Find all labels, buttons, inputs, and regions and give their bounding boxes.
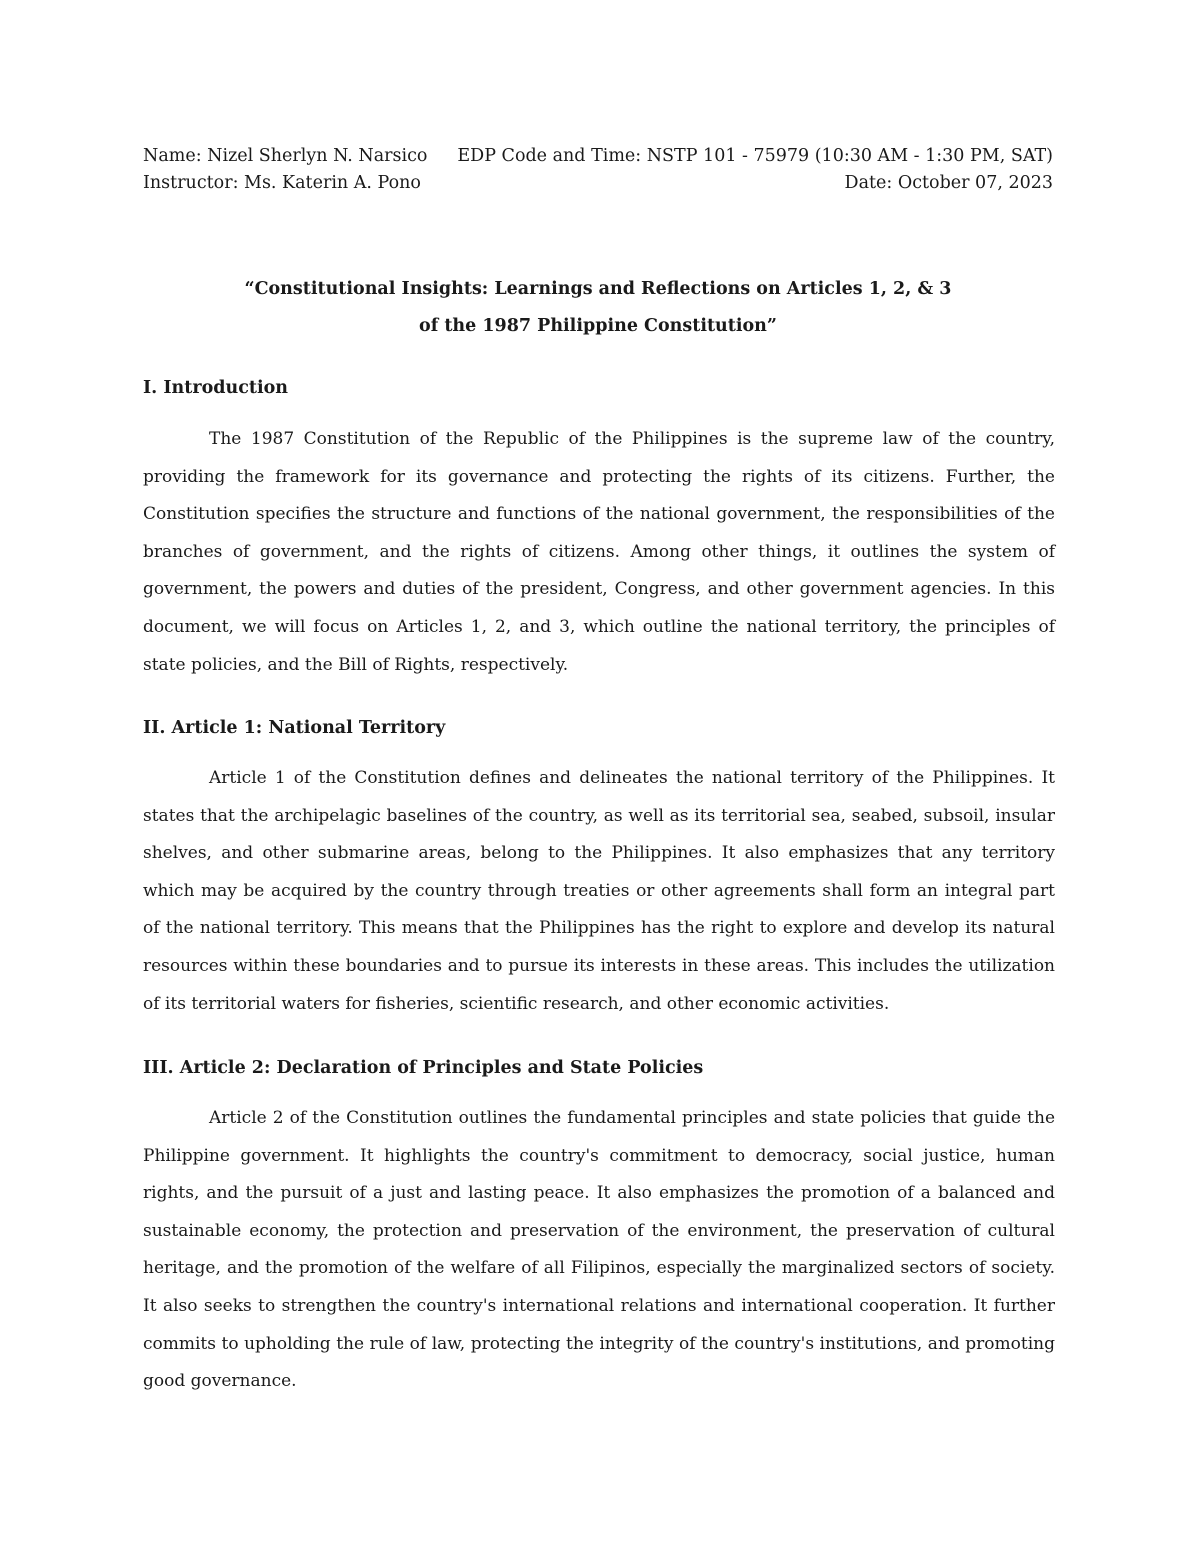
document-date: Date: October 07, 2023 [844, 173, 1053, 193]
edp-code-time: EDP Code and Time: NSTP 101 - 75979 (10:30 AM - 1:30 PM, SAT) [457, 146, 1053, 166]
title-line-1: “Constitutional Insights: Learnings and Reflections on Articles 1, 2, & 3 [244, 279, 952, 299]
section-body-article-1: Article 1 of the Constitution defines and delineates the national territory of the Philippines. It states that the archipelagic baselines of the country, as well as its territorial sea, seabed, subsoil, insular shelves, and other submarine areas, belong to the Philippines. It also emphasizes that any territory which may be acquired by the country through treaties or other agreements shall form an integral part of the national territory. This means that the Philippines has the right to explore and develop its natural resources within these boundaries and to pursue its interests in these areas. This includes the utilization of its territorial waters for fisheries, scientific research, and other economic activities. [143, 768, 1055, 1014]
student-name: Name: Nizel Sherlyn N. Narsico [143, 146, 428, 166]
instructor-name: Instructor: Ms. Katerin A. Pono [143, 173, 421, 193]
document-title [143, 271, 1053, 345]
header-row-2 [143, 170, 1053, 197]
title-line-2: of the 1987 Philippine Constitution” [419, 316, 777, 336]
header-row-1 [143, 143, 1053, 170]
section-heading-article-1: II. Article 1: National Territory [143, 718, 446, 738]
section-body-article-2: Article 2 of the Constitution outlines the fundamental principles and state policies that guide the Philippine government. It highlights the country's commitment to democracy, social justice, human rights, and the pursuit of a just and lasting peace. It also emphasizes the promotion of a balanced and sustainable economy, the protection and preservation of the environment, the preservation of cultural heritage, and the promotion of the welfare of all Filipinos, especially the marginalized sectors of society. It also seeks to strengthen the country's international relations and international cooperation. It further commits to upholding the rule of law, protecting the integrity of the country's institutions, and promoting good governance. [143, 1108, 1055, 1392]
document-header [143, 143, 1053, 197]
section-body-introduction: The 1987 Constitution of the Republic of the Philippines is the supreme law of the country, providing the framework for its governance and protecting the rights of its citizens. Further, the Constitution specifies the structure and functions of the national government, the responsibilities of the branches of government, and the rights of citizens. Among other things, it outlines the system of government, the powers and duties of the president, Congress, and other government agencies. In this document, we will focus on Articles 1, 2, and 3, which outline the national territory, the principles of state policies, and the Bill of Rights, respectively. [143, 429, 1055, 675]
section-heading-article-2: III. Article 2: Declaration of Principles and State Policies [143, 1058, 704, 1078]
section-heading-introduction: I. Introduction [143, 378, 288, 398]
